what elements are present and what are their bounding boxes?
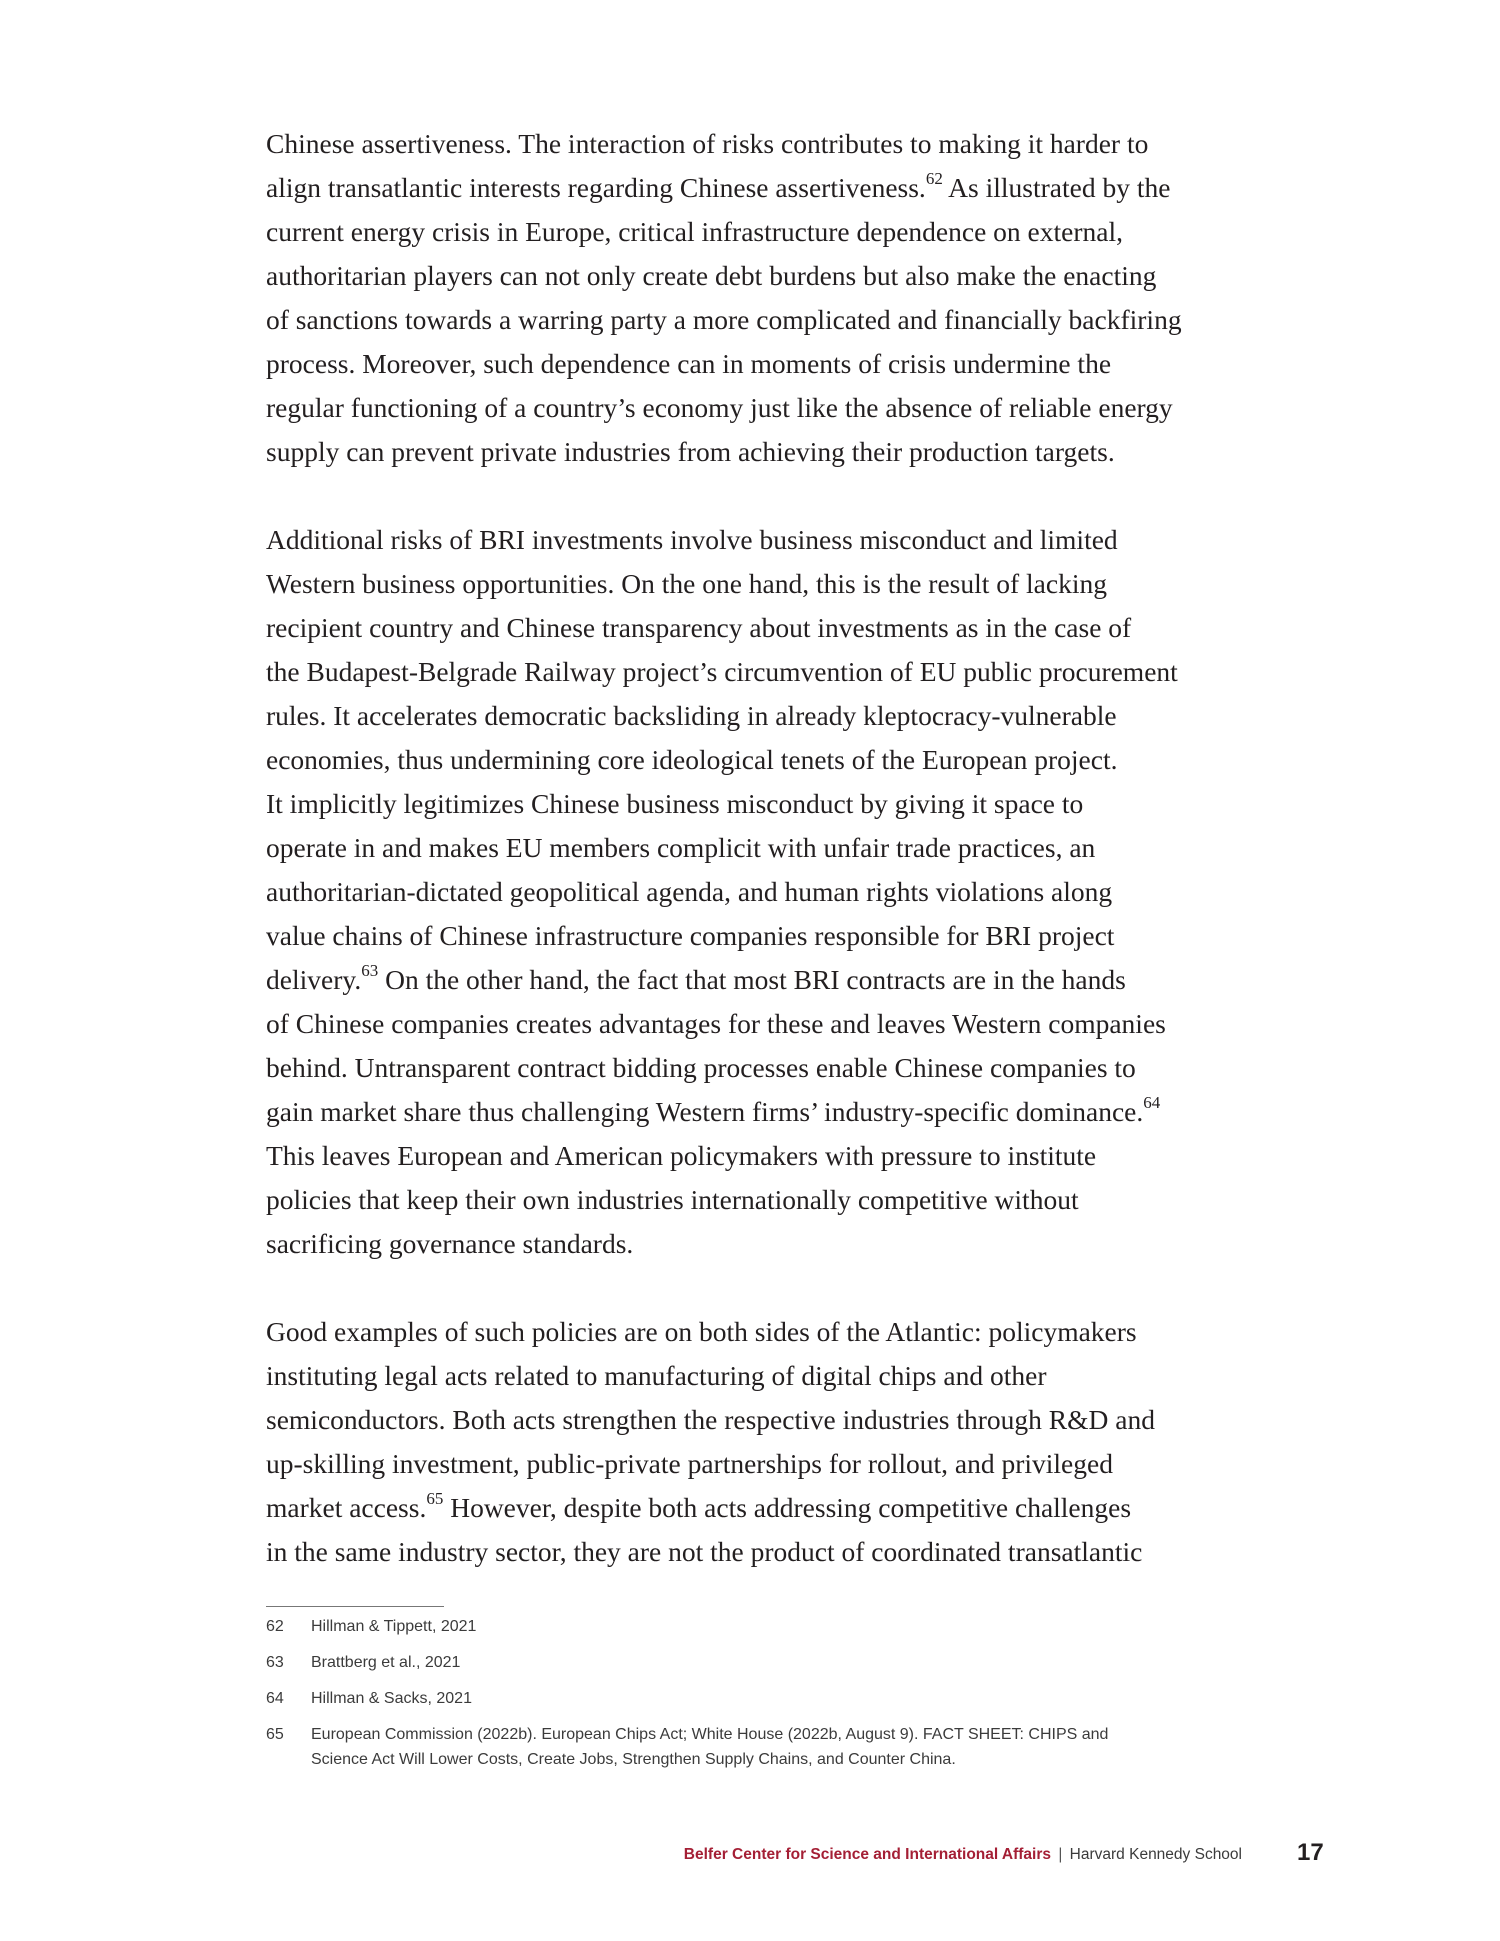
footnote-divider: [266, 1606, 444, 1607]
footnote-ref-62[interactable]: 62: [925, 168, 943, 188]
paragraph-2-part-c: This leaves European and American policymakers with pressure to institute policies that keep their own industries internationally competitive without sacrificing governance standards.: [266, 1140, 1097, 1259]
paragraph-2: [266, 518, 1266, 1266]
footnote-63: [266, 1650, 1266, 1675]
paragraph-3-part-b: However, despite both acts addressing competitive challenges in the same industry sector, they are not the product of coordinated transatlantic: [266, 1492, 1143, 1567]
paragraph-2-part-b: On the other hand, the fact that most BRI contracts are in the hands of Chinese companies creates advantages for these and leaves Western companies behind. Untransparent contract bidding processes enable Chinese companies to gain market share thus challenging Western firms’ industry-specific dominance.: [266, 964, 1166, 1127]
footnote-65: [266, 1722, 1266, 1772]
footnote-number: 64: [266, 1690, 284, 1707]
footer-separator: |: [1058, 1846, 1063, 1863]
paragraph-1: [266, 122, 1266, 474]
body-text: [266, 122, 1266, 1574]
footnote-number: 62: [266, 1618, 284, 1635]
footnote-ref-63[interactable]: 63: [361, 960, 379, 980]
paragraph-1-part-a: Chinese assertiveness. The interaction of risks contributes to making it harder to align transatlantic interests regarding Chinese assertiveness.: [266, 128, 1149, 203]
paragraph-3-part-a: Good examples of such policies are on both sides of the Atlantic: policymakers instituting legal acts related to manufacturing of digital chips and other semiconductors. Both acts strengthen the respective industries through R&D and up-skilling investment, public-private partnerships for rollout, and privileged market access.: [266, 1316, 1155, 1523]
footnote-text: Hillman & Tippett, 2021: [311, 1618, 477, 1635]
footer-organization: Belfer Center for Science and International Affairs: [683, 1846, 1052, 1863]
footnote-ref-65[interactable]: 65: [426, 1488, 444, 1508]
page-footer: [684, 1846, 1242, 1864]
paragraph-2-part-a: Additional risks of BRI investments involve business misconduct and limited Western business opportunities. On the one hand, this is the result of lacking recipient country and Chinese transparency about investments as in the case of the Budapest-Belgrade Railway project’s circumvention of EU public procurement rules. It accelerates democratic backsliding in already kleptocracy-vulnerable economies, thus undermining core ideological tenets of the European project. It implicitly legitimizes Chinese business misconduct by giving it space to operate in and makes EU members complicit with unfair trade practices, an authoritarian-dictated geopolitical agenda, and human rights violations along value chains of Chinese infrastructure companies responsible for BRI project delivery.: [266, 524, 1178, 995]
paragraph-1-part-b: As illustrated by the current energy crisis in Europe, critical infrastructure dependence on external, authoritarian players can not only create debt burdens but also make the enacting of sanctions towards a warring party a more complicated and financially backfiring process. Moreover, such dependence can in moments of crisis undermine the regular functioning of a country’s economy just like the absence of reliable energy supply can prevent private industries from achieving their production targets.: [266, 172, 1182, 467]
footnote-text: Brattberg et al., 2021: [311, 1654, 461, 1671]
footer-school: Harvard Kennedy School: [1069, 1846, 1242, 1863]
footnote-text: European Commission (2022b). European Chips Act; White House (2022b, August 9). FACT SHEET: CHIPS and Science Act Will Lower Costs, Create Jobs, Strengthen Supply Chains, and Counter China.: [311, 1726, 1109, 1768]
footnote-number: 63: [266, 1654, 284, 1671]
footnote-number: 65: [266, 1726, 284, 1743]
footnote-ref-64[interactable]: 64: [1143, 1092, 1161, 1112]
footnote-text: Hillman & Sacks, 2021: [311, 1690, 472, 1707]
paragraph-3: [266, 1310, 1266, 1574]
footnote-64: [266, 1686, 1266, 1711]
footnotes: [266, 1614, 1266, 1783]
footnote-62: [266, 1614, 1266, 1639]
page-number: 17: [1297, 1839, 1324, 1866]
